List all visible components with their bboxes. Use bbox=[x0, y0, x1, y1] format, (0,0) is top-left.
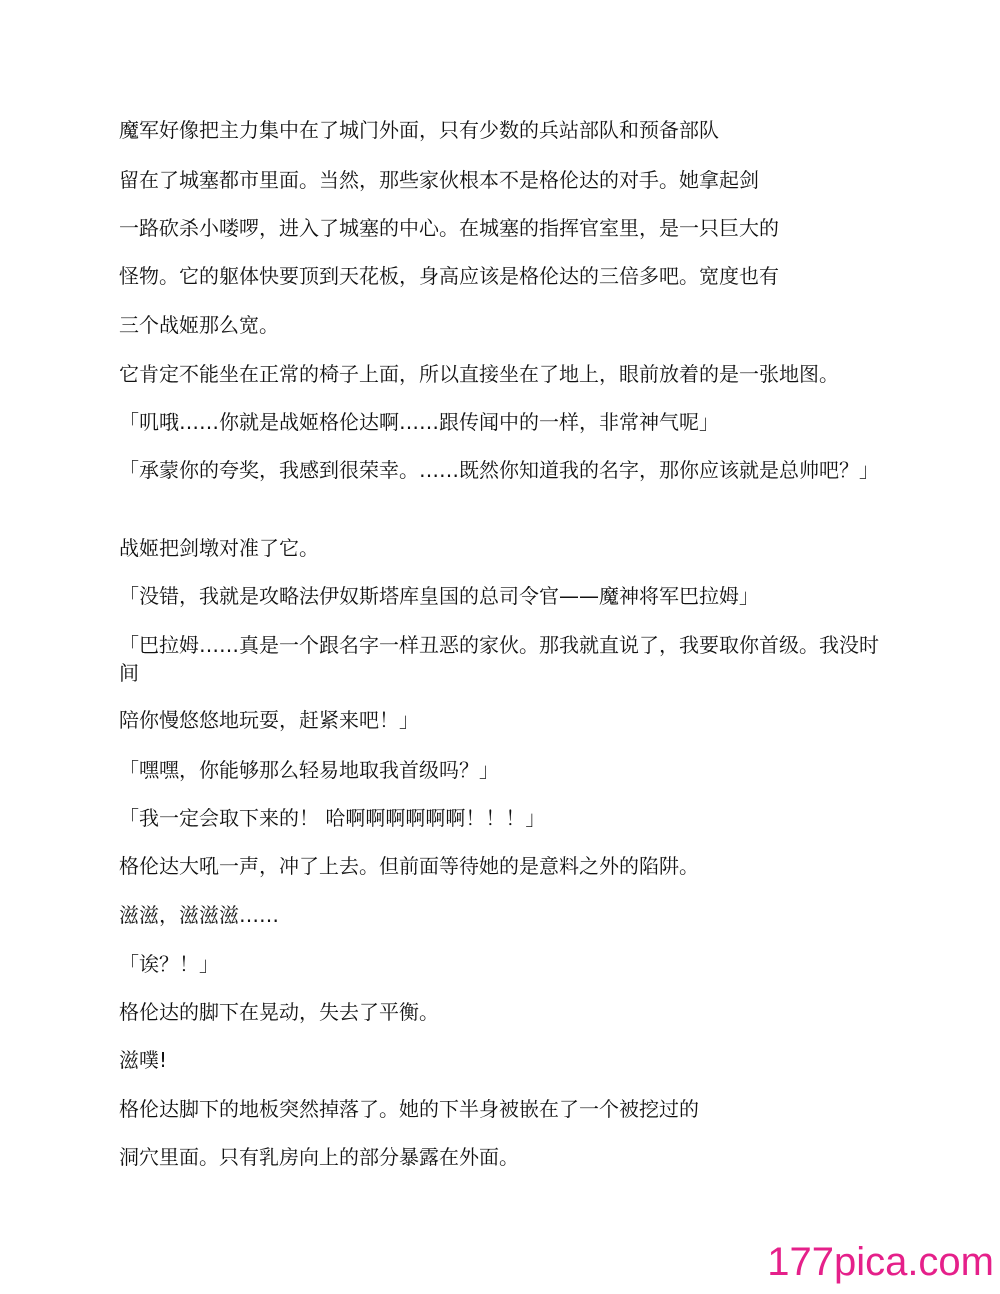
paragraph: 陪你慢悠悠地玩耍，赶紧来吧！」 bbox=[119, 708, 419, 732]
paragraph: 「诶？！」 bbox=[119, 952, 219, 976]
paragraph: 它肯定不能坐在正常的椅子上面，所以直接坐在了地上，眼前放着的是一张地图。 bbox=[119, 362, 839, 386]
paragraph: 格伦达大吼一声，冲了上去。但前面等待她的是意料之外的陷阱。 bbox=[119, 854, 699, 878]
paragraph: 「我一定会取下来的！ 哈啊啊啊啊啊啊！！！」 bbox=[119, 806, 546, 830]
paragraph: 滋噗! bbox=[119, 1048, 168, 1072]
paragraph: 一路砍杀小喽啰，进入了城塞的中心。在城塞的指挥官室里，是一只巨大的 bbox=[119, 216, 779, 240]
paragraph: 「承蒙你的夸奖，我感到很荣幸。……既然你知道我的名字，那你应该就是总帅吧？」 bbox=[119, 458, 879, 482]
paragraph: 洞穴里面。只有乳房向上的部分暴露在外面。 bbox=[119, 1145, 519, 1169]
paragraph: 格伦达的脚下在晃动，失去了平衡。 bbox=[119, 1000, 439, 1024]
paragraph: 「嘿嘿，你能够那么轻易地取我首级吗？」 bbox=[119, 758, 499, 782]
paragraph: 「叽哦……你就是战姬格伦达啊……跟传闻中的一样，非常神气呢」 bbox=[119, 410, 719, 434]
paragraph: 三个战姬那么宽。 bbox=[119, 313, 279, 337]
paragraph: 滋滋，滋滋滋…… bbox=[119, 903, 279, 927]
paragraph: 战姬把剑墩对准了它。 bbox=[119, 536, 319, 560]
paragraph: 「巴拉姆……真是一个跟名字一样丑恶的家伙。那我就直说了，我要取你首级。我没时间 bbox=[119, 633, 879, 685]
paragraph: 留在了城塞都市里面。当然，那些家伙根本不是格伦达的对手。她拿起剑 bbox=[119, 168, 759, 192]
paragraph: 魔军好像把主力集中在了城门外面，只有少数的兵站部队和预备部队 bbox=[119, 118, 719, 142]
paragraph: 「没错，我就是攻略法伊奴斯塔库皇国的总司令官——魔神将军巴拉姆」 bbox=[119, 584, 759, 608]
paragraph: 怪物。它的躯体快要顶到天花板，身高应该是格伦达的三倍多吧。宽度也有 bbox=[119, 264, 779, 288]
paragraph: 格伦达脚下的地板突然掉落了。她的下半身被嵌在了一个被挖过的 bbox=[119, 1097, 699, 1121]
watermark: 177pica.com bbox=[767, 1240, 994, 1284]
